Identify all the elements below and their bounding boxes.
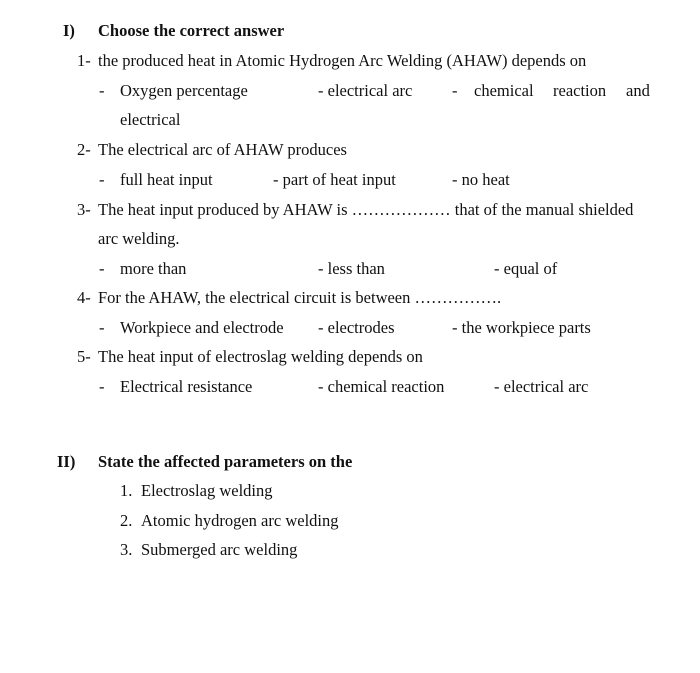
question-1-option-3-dash: - bbox=[452, 81, 458, 100]
list-item-3-text: Submerged arc welding bbox=[141, 540, 298, 559]
question-4-option-2: - electrodes bbox=[318, 318, 395, 337]
question-1-option-3-word-1: chemical bbox=[474, 81, 534, 100]
question-5-option-2: - chemical reaction bbox=[318, 377, 445, 396]
question-3-text-continuation: arc welding. bbox=[98, 229, 180, 248]
question-3-option-3: - equal of bbox=[494, 259, 558, 278]
question-4-option-3: - the workpiece parts bbox=[452, 318, 591, 337]
question-1-option-3-continuation: electrical bbox=[120, 110, 181, 129]
question-1-option-1: Oxygen percentage bbox=[120, 81, 248, 100]
question-4-option-1: Workpiece and electrode bbox=[120, 318, 284, 337]
question-5-number: 5- bbox=[77, 347, 91, 366]
question-4-dash: - bbox=[99, 318, 105, 337]
list-item-1-number: 1. bbox=[120, 481, 133, 500]
list-item-3-number: 3. bbox=[120, 540, 133, 559]
question-2-text: The electrical arc of AHAW produces bbox=[98, 140, 347, 159]
list-item-1-text: Electroslag welding bbox=[141, 481, 273, 500]
question-2-option-1: full heat input bbox=[120, 170, 213, 189]
section-2-heading: State the affected parameters on the bbox=[98, 452, 353, 471]
question-1-option-2: - electrical arc bbox=[318, 81, 413, 100]
question-5-option-3: - electrical arc bbox=[494, 377, 589, 396]
section-2-numeral: II) bbox=[57, 452, 76, 471]
question-5-text: The heat input of electroslag welding depends on bbox=[98, 347, 423, 366]
question-3-option-2: - less than bbox=[318, 259, 385, 278]
question-1-text: the produced heat in Atomic Hydrogen Arc Welding (AHAW) depends on bbox=[98, 51, 587, 70]
question-2-option-3: - no heat bbox=[452, 170, 510, 189]
question-2-dash: - bbox=[99, 170, 105, 189]
section-1-heading: Choose the correct answer bbox=[98, 21, 285, 40]
section-1-numeral: I) bbox=[63, 21, 75, 40]
list-item-2-number: 2. bbox=[120, 511, 133, 530]
question-3-text: The heat input produced by AHAW is ……………… that of the manual shielded bbox=[98, 200, 634, 219]
question-1-number: 1- bbox=[77, 51, 91, 70]
question-3-option-1: more than bbox=[120, 259, 187, 278]
question-1-dash: - bbox=[99, 81, 105, 100]
question-4-number: 4- bbox=[77, 288, 91, 307]
question-4-text: For the AHAW, the electrical circuit is between ……………. bbox=[98, 288, 502, 307]
question-2-option-2: - part of heat input bbox=[273, 170, 396, 189]
question-3-number: 3- bbox=[77, 200, 91, 219]
question-2-number: 2- bbox=[77, 140, 91, 159]
question-5-option-1: Electrical resistance bbox=[120, 377, 253, 396]
question-1-option-3-word-2: reaction bbox=[553, 81, 607, 100]
question-1-option-3-word-3: and bbox=[626, 81, 650, 100]
list-item-2-text: Atomic hydrogen arc welding bbox=[141, 511, 339, 530]
question-5-dash: - bbox=[99, 377, 105, 396]
question-3-dash: - bbox=[99, 259, 105, 278]
